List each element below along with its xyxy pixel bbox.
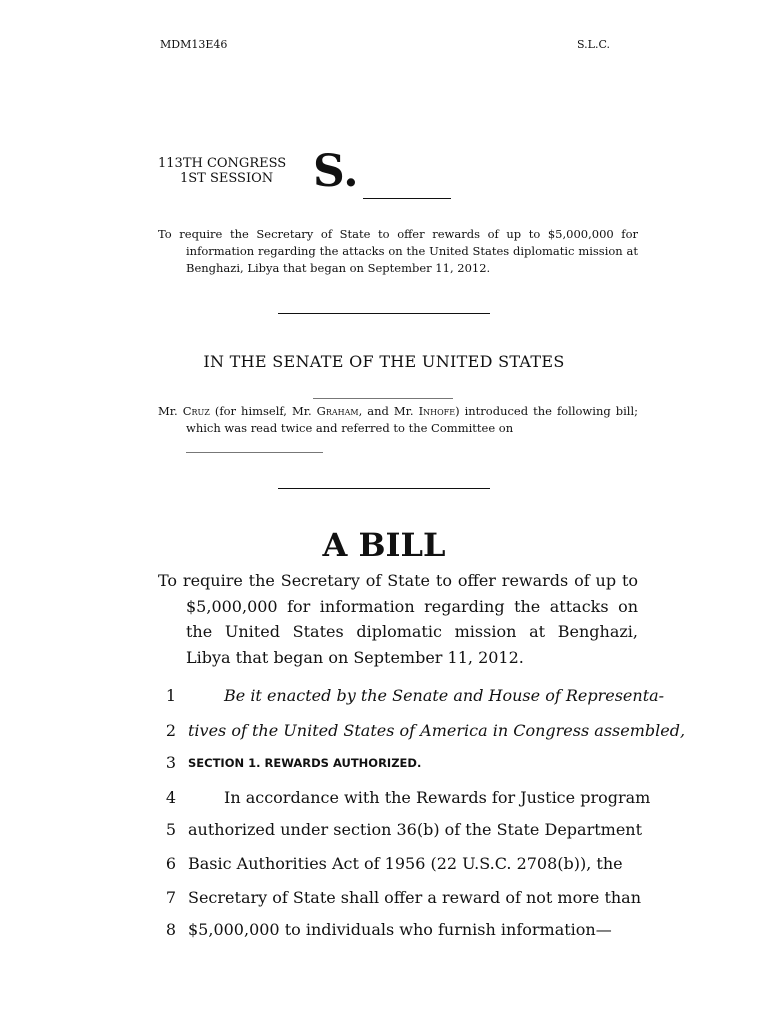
section-text: Basic Authorities Act of 1956 (22 U.S.C. 2708(b)), the <box>188 854 623 873</box>
bill-number-blank <box>363 198 451 199</box>
intro-text: (for himself, Mr. <box>209 404 317 418</box>
cosponsor-name: Inhofe <box>418 404 456 418</box>
intro-text: , and Mr. <box>358 404 419 418</box>
line-number: 4 <box>165 788 176 807</box>
bill-title: A BILL <box>322 526 446 564</box>
section-text: authorized under section 36(b) of the State Department <box>188 820 643 839</box>
line-number: 5 <box>165 820 176 839</box>
divider-rule <box>278 488 490 489</box>
line-number: 1 <box>165 686 176 705</box>
chamber-heading: IN THE SENATE OF THE UNITED STATES <box>203 352 565 371</box>
bill-line <box>158 818 643 842</box>
bill-line <box>158 786 651 810</box>
bill-line <box>158 719 686 743</box>
section-text: In accordance with the Rewards for Justice program <box>224 788 651 807</box>
intro-text: Mr. <box>158 404 183 418</box>
line-number: 2 <box>165 721 176 740</box>
bill-line <box>158 684 665 708</box>
committee-blank-line <box>186 452 323 453</box>
section-text: $5,000,000 to individuals who furnish information— <box>188 920 612 939</box>
cosponsor-name: Graham <box>316 404 359 418</box>
bill-line <box>158 852 623 876</box>
line-number: 7 <box>165 888 176 907</box>
introduction-paragraph <box>158 403 638 437</box>
enacting-clause: tives of the United States of America in Congress assembled, <box>188 721 686 740</box>
line-number: 3 <box>165 753 176 772</box>
line-number: 6 <box>165 854 176 873</box>
bill-purpose: To require the Secretary of State to offer rewards of up to $5,000,000 for information regarding the attacks on the United States diplomatic mission at Benghazi, Libya that began on September 11, 2012. <box>158 571 638 667</box>
header-slc: S.L.C. <box>577 38 610 51</box>
line-number: 8 <box>165 920 176 939</box>
congress-number: 113TH CONGRESS <box>158 156 287 171</box>
section-text: Secretary of State shall offer a reward of not more than <box>188 888 642 907</box>
sponsor-name: Cruz <box>182 404 210 418</box>
divider-rule <box>278 313 490 314</box>
bill-prefix: S. <box>313 146 359 197</box>
bill-line <box>158 751 610 775</box>
section-heading: SECTION 1. REWARDS AUTHORIZED. <box>188 756 422 770</box>
bill-line <box>158 886 642 910</box>
bill-line <box>158 918 610 942</box>
header-doc-id: MDM13E46 <box>160 38 228 51</box>
enacting-clause: Be it enacted by the Senate and House of Representa- <box>224 686 665 705</box>
date-blank-line <box>313 398 453 399</box>
intro-text: ) introduced the following bill; which was read twice and referred to the Committee on <box>186 404 639 435</box>
session-number: 1ST SESSION <box>180 171 274 186</box>
bill-summary: To require the Secretary of State to offer rewards of up to $5,000,000 for information regarding the attacks on the United States diplomatic mission at Benghazi, Libya that began on September 11, 2012. <box>158 227 638 275</box>
congress-session-block <box>158 156 286 186</box>
